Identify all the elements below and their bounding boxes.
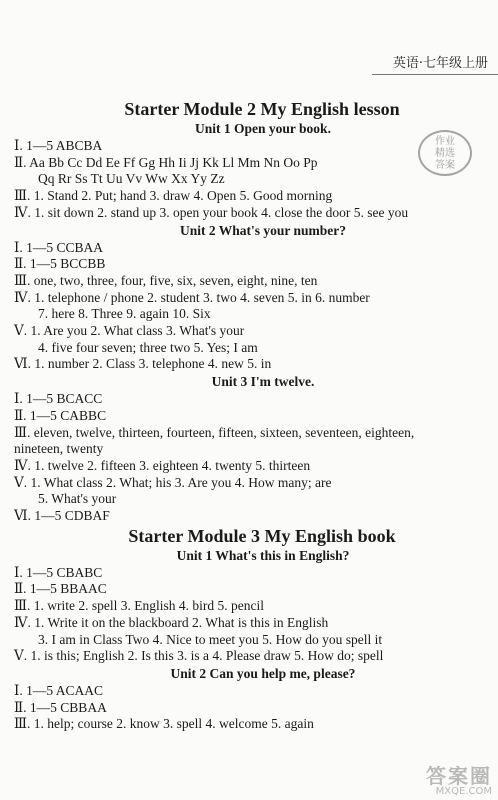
answer-line: Ⅳ. 1. sit down 2. stand up 3. open your book 4. close the door 5. see you [14,204,409,220]
answer-line: 4. five four seven; three two 5. Yes; I am [38,339,258,355]
answer-line: Ⅲ. 1. write 2. spell 3. English 4. bird 5. pencil [14,598,264,614]
unit-title: Unit 3 I'm twelve. [211,374,315,390]
answer-line: Ⅵ. 1. number 2. Class 3. telephone 4. new 5. in [14,356,272,372]
answer-line: Ⅲ. one, two, three, four, five, six, seven, eight, nine, ten [14,272,318,288]
answer-line: Ⅲ. 1. Stand 2. Put; hand 3. draw 4. Open 5. Good morning [14,188,333,204]
answer-line: Ⅱ. 1—5 CBBAA [14,699,107,715]
answer-line: Ⅵ. 1—5 CDBAF [14,508,110,524]
answer-line: 5. What's your [38,491,117,507]
answer-line: 7. here 8. Three 9. again 10. Six [38,306,211,322]
answer-line: Ⅰ. 1—5 CBABC [14,564,103,580]
header-divider [372,74,498,75]
answer-line: Ⅴ. 1. Are you 2. What class 3. What's your [14,323,245,339]
module-title: Starter Module 2 My English lesson [124,99,400,119]
unit-title: Unit 2 What's your number? [179,222,347,238]
answer-line: Ⅱ. Aa Bb Cc Dd Ee Ff Gg Hh Ii Jj Kk Ll Mm Nn Oo Pp [14,154,318,170]
unit-title: Unit 1 Open your book. [195,121,331,136]
answer-line: Qq Rr Ss Tt Uu Vv Ww Xx Yy Zz [38,171,225,187]
answer-line: Ⅳ. 1. twelve 2. fifteen 3. eighteen 4. twenty 5. thirteen [14,457,311,473]
unit-title: Unit 1 What's this in English? [176,547,350,563]
answer-line: Ⅲ. eleven, twelve, thirteen, fourteen, fifteen, sixteen, seventeen, eighteen, [14,424,415,440]
site-watermark: 答案圈 MXQE.COM [426,764,492,797]
answer-key-content [14,98,492,733]
answer-line: Ⅰ. 1—5 ABCBA [14,138,103,153]
answer-line: Ⅳ. 1. Write it on the blackboard 2. What is this in English [14,614,329,630]
answer-line: Ⅳ. 1. telephone / phone 2. student 3. two 4. seven 5. in 6. number [14,289,370,305]
answer-line: Ⅴ. 1. What class 2. What; his 3. Are you 4. How many; are [14,474,332,490]
module-title: Starter Module 3 My English book [128,525,396,546]
page-header: 英语·七年级上册 [392,56,488,71]
answer-line: Ⅰ. 1—5 CCBAA [14,239,103,255]
unit-title: Unit 2 Can you help me, please? [170,665,356,681]
answer-line: Ⅱ. 1—5 BCCBB [14,256,106,272]
answer-line: Ⅲ. 1. help; course 2. know 3. spell 4. welcome 5. again [14,716,314,732]
answer-line: Ⅰ. 1—5 ACAAC [14,682,103,698]
stamp-seal: 作业 精选 答案 [418,130,472,176]
answer-line: 3. I am in Class Two 4. Nice to meet you 5. How do you spell it [38,631,383,647]
answer-line: Ⅴ. 1. is this; English 2. Is this 3. is a 4. Please draw 5. How do; spell [14,648,384,664]
answer-line: Ⅱ. 1—5 BBAAC [14,581,107,597]
answer-line: Ⅱ. 1—5 CABBC [14,407,107,423]
answer-line: Ⅰ. 1—5 BCACC [14,391,103,407]
answer-line: nineteen, twenty [14,441,104,457]
